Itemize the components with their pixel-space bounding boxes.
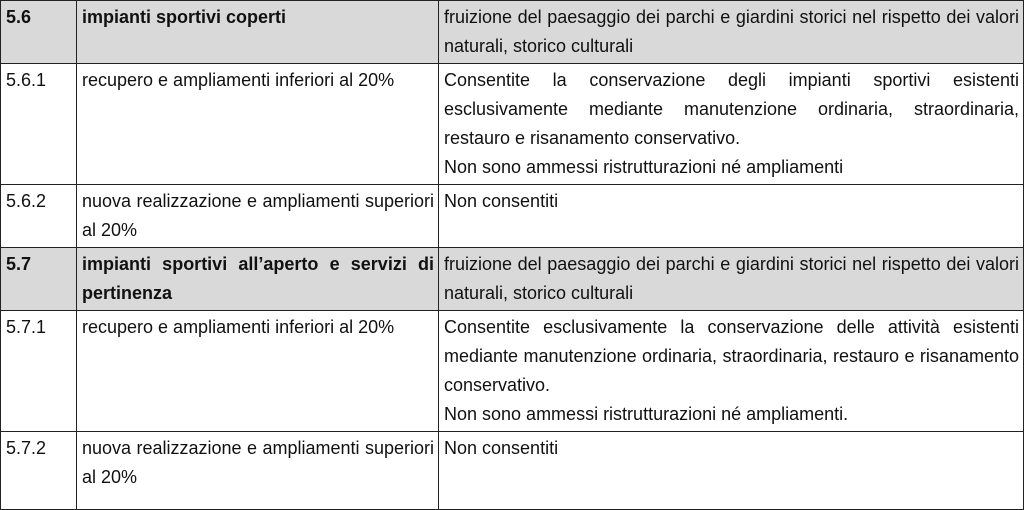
row-description xyxy=(439,185,1024,248)
row-code: 5.6 xyxy=(1,1,77,64)
table-row xyxy=(1,248,1024,311)
row-name: recupero e ampliamenti inferiori al 20% xyxy=(77,64,439,185)
table-row xyxy=(1,1,1024,64)
row-code: 5.6.1 xyxy=(1,64,77,185)
row-name: nuova realizzazione e ampliamenti superiori al 20% xyxy=(77,432,439,510)
description-line: Non sono ammessi ristrutturazioni né ampliamenti xyxy=(444,157,844,177)
description-line: fruizione del paesaggio dei parchi e giardini storici nel rispetto dei valori naturali, storico culturali xyxy=(444,7,1019,56)
description-line: Non consentiti xyxy=(444,191,559,211)
row-description xyxy=(439,311,1024,432)
table-body xyxy=(1,1,1024,510)
table-row xyxy=(1,185,1024,248)
row-description xyxy=(439,64,1024,185)
row-description xyxy=(439,1,1024,64)
row-code: 5.6.2 xyxy=(1,185,77,248)
description-line: Non sono ammessi ristrutturazioni né ampliamenti. xyxy=(444,404,849,424)
table-row xyxy=(1,311,1024,432)
row-name: impianti sportivi coperti xyxy=(77,1,439,64)
row-description xyxy=(439,432,1024,510)
table-row xyxy=(1,432,1024,510)
table-row xyxy=(1,64,1024,185)
row-code: 5.7 xyxy=(1,248,77,311)
row-name: nuova realizzazione e ampliamenti superiori al 20% xyxy=(77,185,439,248)
row-description xyxy=(439,248,1024,311)
description-line: fruizione del paesaggio dei parchi e giardini storici nel rispetto dei valori naturali, storico culturali xyxy=(444,254,1019,303)
row-code: 5.7.1 xyxy=(1,311,77,432)
row-name: impianti sportivi all’aperto e servizi di pertinenza xyxy=(77,248,439,311)
row-name: recupero e ampliamenti inferiori al 20% xyxy=(77,311,439,432)
row-code: 5.7.2 xyxy=(1,432,77,510)
description-line: Non consentiti xyxy=(444,438,559,458)
description-line: Consentite la conservazione degli impianti sportivi esistenti esclusivamente mediante manutenzione ordinaria, straordinaria, restauro e risanamento conservativo. xyxy=(444,70,1019,148)
description-line: Consentite esclusivamente la conservazione delle attività esistenti mediante manutenzione ordinaria, straordinaria, restauro e risanamento conservativo. xyxy=(444,317,1019,395)
